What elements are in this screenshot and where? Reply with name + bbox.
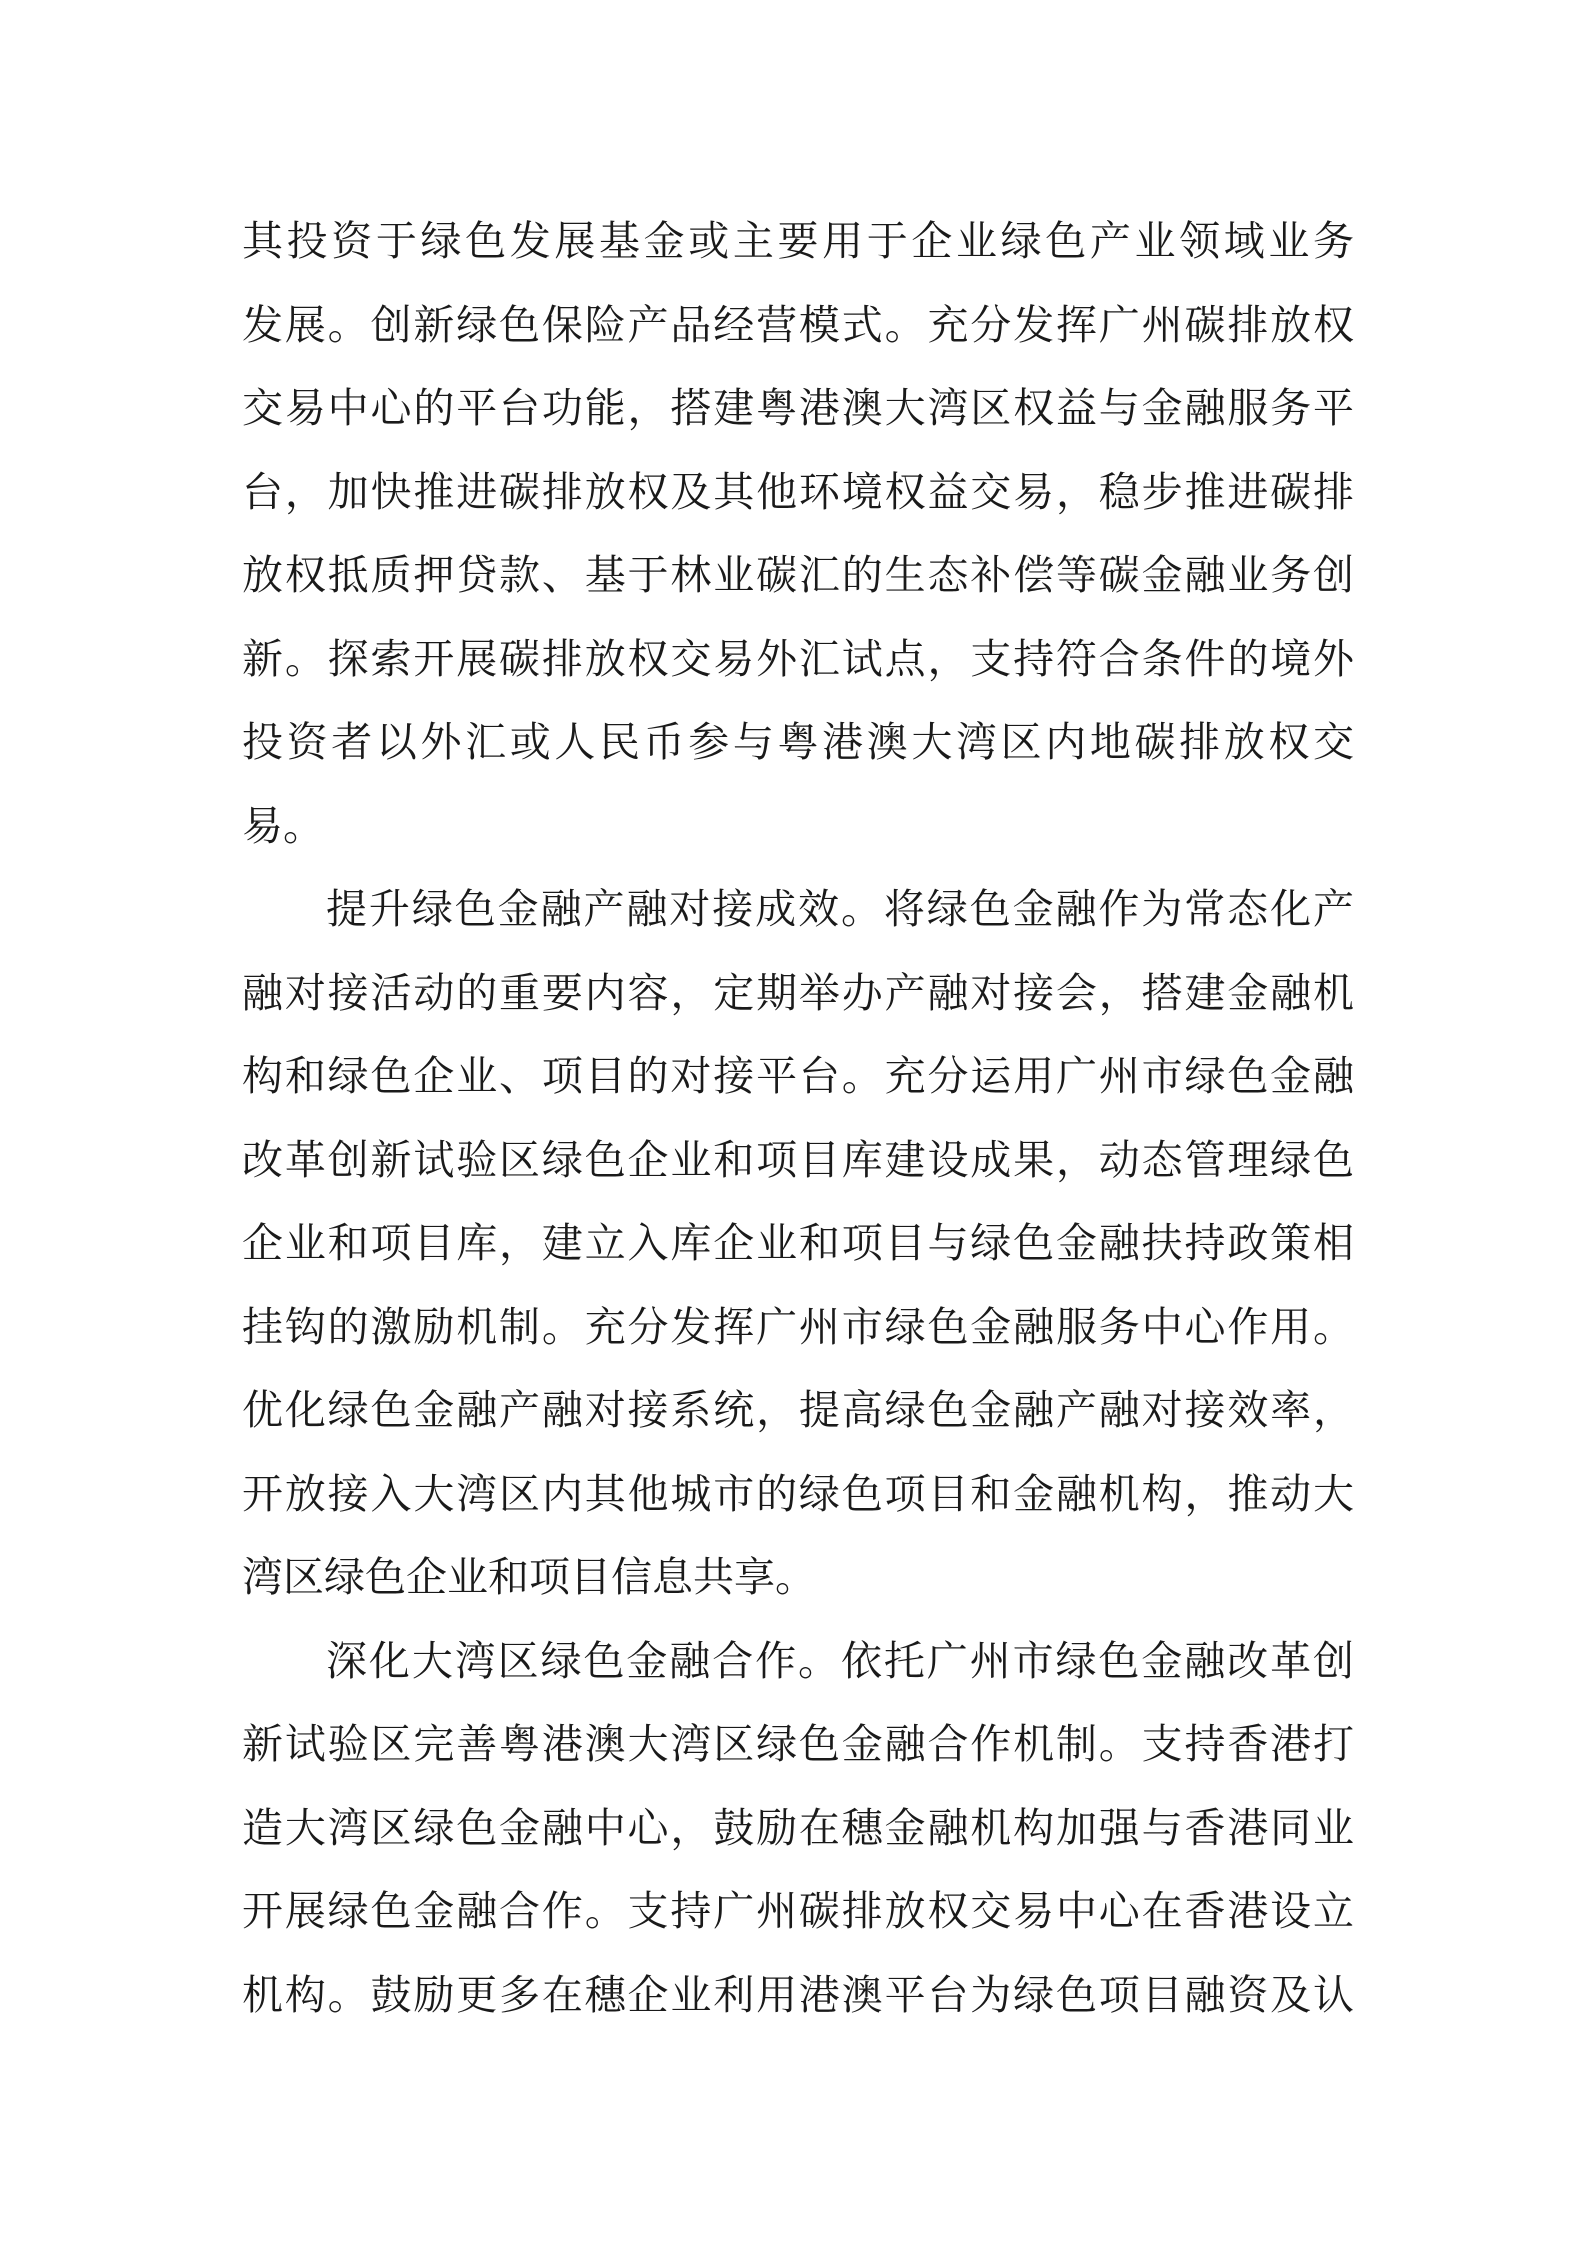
text-line: 放权抵质押贷款、基于林业碳汇的生态补偿等碳金融业务创 (242, 551, 1354, 599)
text-line: 挂钩的激励机制。充分发挥广州市绿色金融服务中心作用。 (242, 1302, 1354, 1351)
text-line: 造大湾区绿色金融中心，鼓励在穗金融机构加强与香港同业 (242, 1803, 1354, 1852)
text-line: 开展绿色金融合作。支持广州碳排放权交易中心在香港设立 (242, 1887, 1354, 1935)
text-line: 易。 (242, 801, 324, 850)
text-line: 发展。创新绿色保险产品经营模式。充分发挥广州碳排放权 (242, 300, 1354, 349)
body-text (242, 200, 1354, 2037)
text-line: 新。探索开展碳排放权交易外汇试点，支持符合条件的境外 (242, 634, 1354, 683)
text-line: 融对接活动的重要内容，定期举办产融对接会，搭建金融机 (242, 968, 1354, 1017)
text-line: 交易中心的平台功能，搭建粤港澳大湾区权益与金融服务平 (242, 384, 1354, 432)
text-line: 投资者以外汇或人民币参与粤港澳大湾区内地碳排放权交 (242, 718, 1354, 766)
paragraph-heading-line: 深化大湾区绿色金融合作。依托广州市绿色金融改革创 (326, 1636, 1354, 1685)
text-line: 机构。鼓励更多在穗企业利用港澳平台为绿色项目融资及认 (242, 1970, 1354, 2019)
paragraph-heading-line: 提升绿色金融产融对接成效。将绿色金融作为常态化产 (326, 885, 1354, 933)
text-line: 其投资于绿色发展基金或主要用于企业绿色产业领域业务 (242, 217, 1354, 265)
text-line: 构和绿色企业、项目的对接平台。充分运用广州市绿色金融 (242, 1052, 1354, 1100)
text-line: 新试验区完善粤港澳大湾区绿色金融合作机制。支持香港打 (242, 1720, 1354, 1768)
text-line: 湾区绿色企业和项目信息共享。 (242, 1553, 816, 1601)
text-line: 改革创新试验区绿色企业和项目库建设成果，动态管理绿色 (242, 1135, 1354, 1184)
text-line: 台，加快推进碳排放权及其他环境权益交易，稳步推进碳排 (242, 467, 1354, 516)
text-line: 优化绿色金融产融对接系统，提高绿色金融产融对接效率， (242, 1386, 1354, 1434)
text-line: 企业和项目库，建立入库企业和项目与绿色金融扶持政策相 (242, 1219, 1354, 1267)
text-line: 开放接入大湾区内其他城市的绿色项目和金融机构，推动大 (242, 1469, 1354, 1518)
